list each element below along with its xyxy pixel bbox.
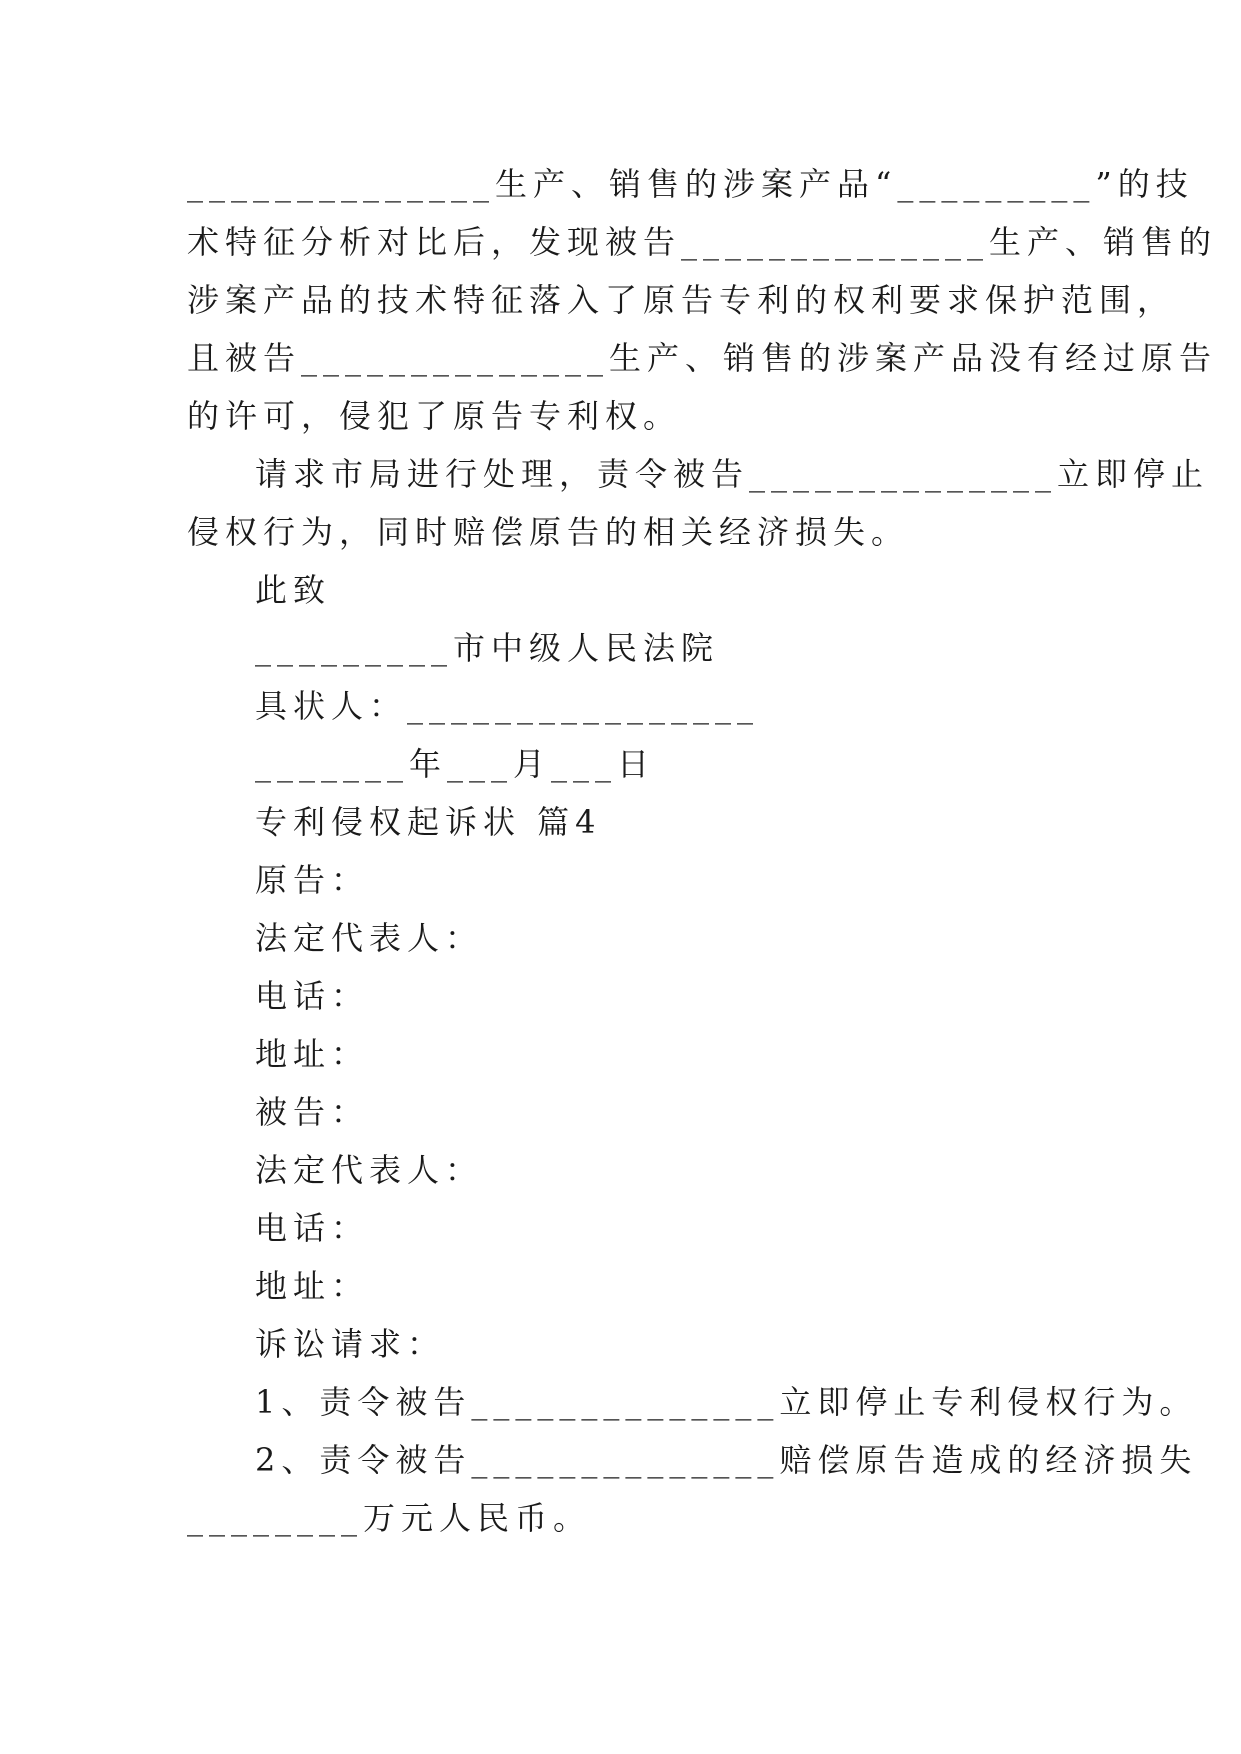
paragraph1-line5: 的许可，侵犯了原告专利权。 xyxy=(187,397,682,435)
plaintiff-rep: 法定代表人： xyxy=(255,919,484,957)
salutation: 此致 xyxy=(255,571,332,609)
court-name: _________市中级人民法院 xyxy=(255,629,720,667)
paragraph1-line3: 涉案产品的技术特征落入了原告专利的权利要求保护范围， xyxy=(187,281,1176,319)
paragraph1-line2: 术特征分析对比后，发现被告______________生产、销售的 xyxy=(187,223,1218,261)
claim-item-1: 1、责令被告______________立即停止专利侵权行为。 xyxy=(255,1383,1198,1421)
defendant-phone: 电话： xyxy=(255,1209,370,1247)
paragraph1-line4: 且被告______________生产、销售的涉案产品没有经过原告 xyxy=(187,339,1218,377)
claims-heading: 诉讼请求： xyxy=(255,1325,446,1363)
plaintiff-address: 地址： xyxy=(255,1035,370,1073)
defendant-label: 被告： xyxy=(255,1093,370,1131)
paragraph2-line1: 请求市局进行处理，责令被告______________立即停止 xyxy=(255,455,1210,493)
defendant-address: 地址： xyxy=(255,1267,370,1305)
claim-item-2-line2: ________万元人民币。 xyxy=(187,1499,592,1537)
plaintiff-label: 原告： xyxy=(255,861,370,899)
date-line: _______年___月___日 xyxy=(255,745,656,783)
paragraph1-line1: ______________生产、销售的涉案产品“_________”的技 xyxy=(187,165,1194,203)
defendant-rep: 法定代表人： xyxy=(255,1151,484,1189)
claim-item-2-line1: 2、责令被告______________赔偿原告造成的经济损失 xyxy=(255,1441,1198,1479)
paragraph2-line2: 侵权行为，同时赔偿原告的相关经济损失。 xyxy=(187,513,910,551)
section-title: 专利侵权起诉状 篇4 xyxy=(255,803,602,841)
signer-line: 具状人：________________ xyxy=(255,687,760,725)
plaintiff-phone: 电话： xyxy=(255,977,370,1015)
document-page xyxy=(187,155,1218,1547)
